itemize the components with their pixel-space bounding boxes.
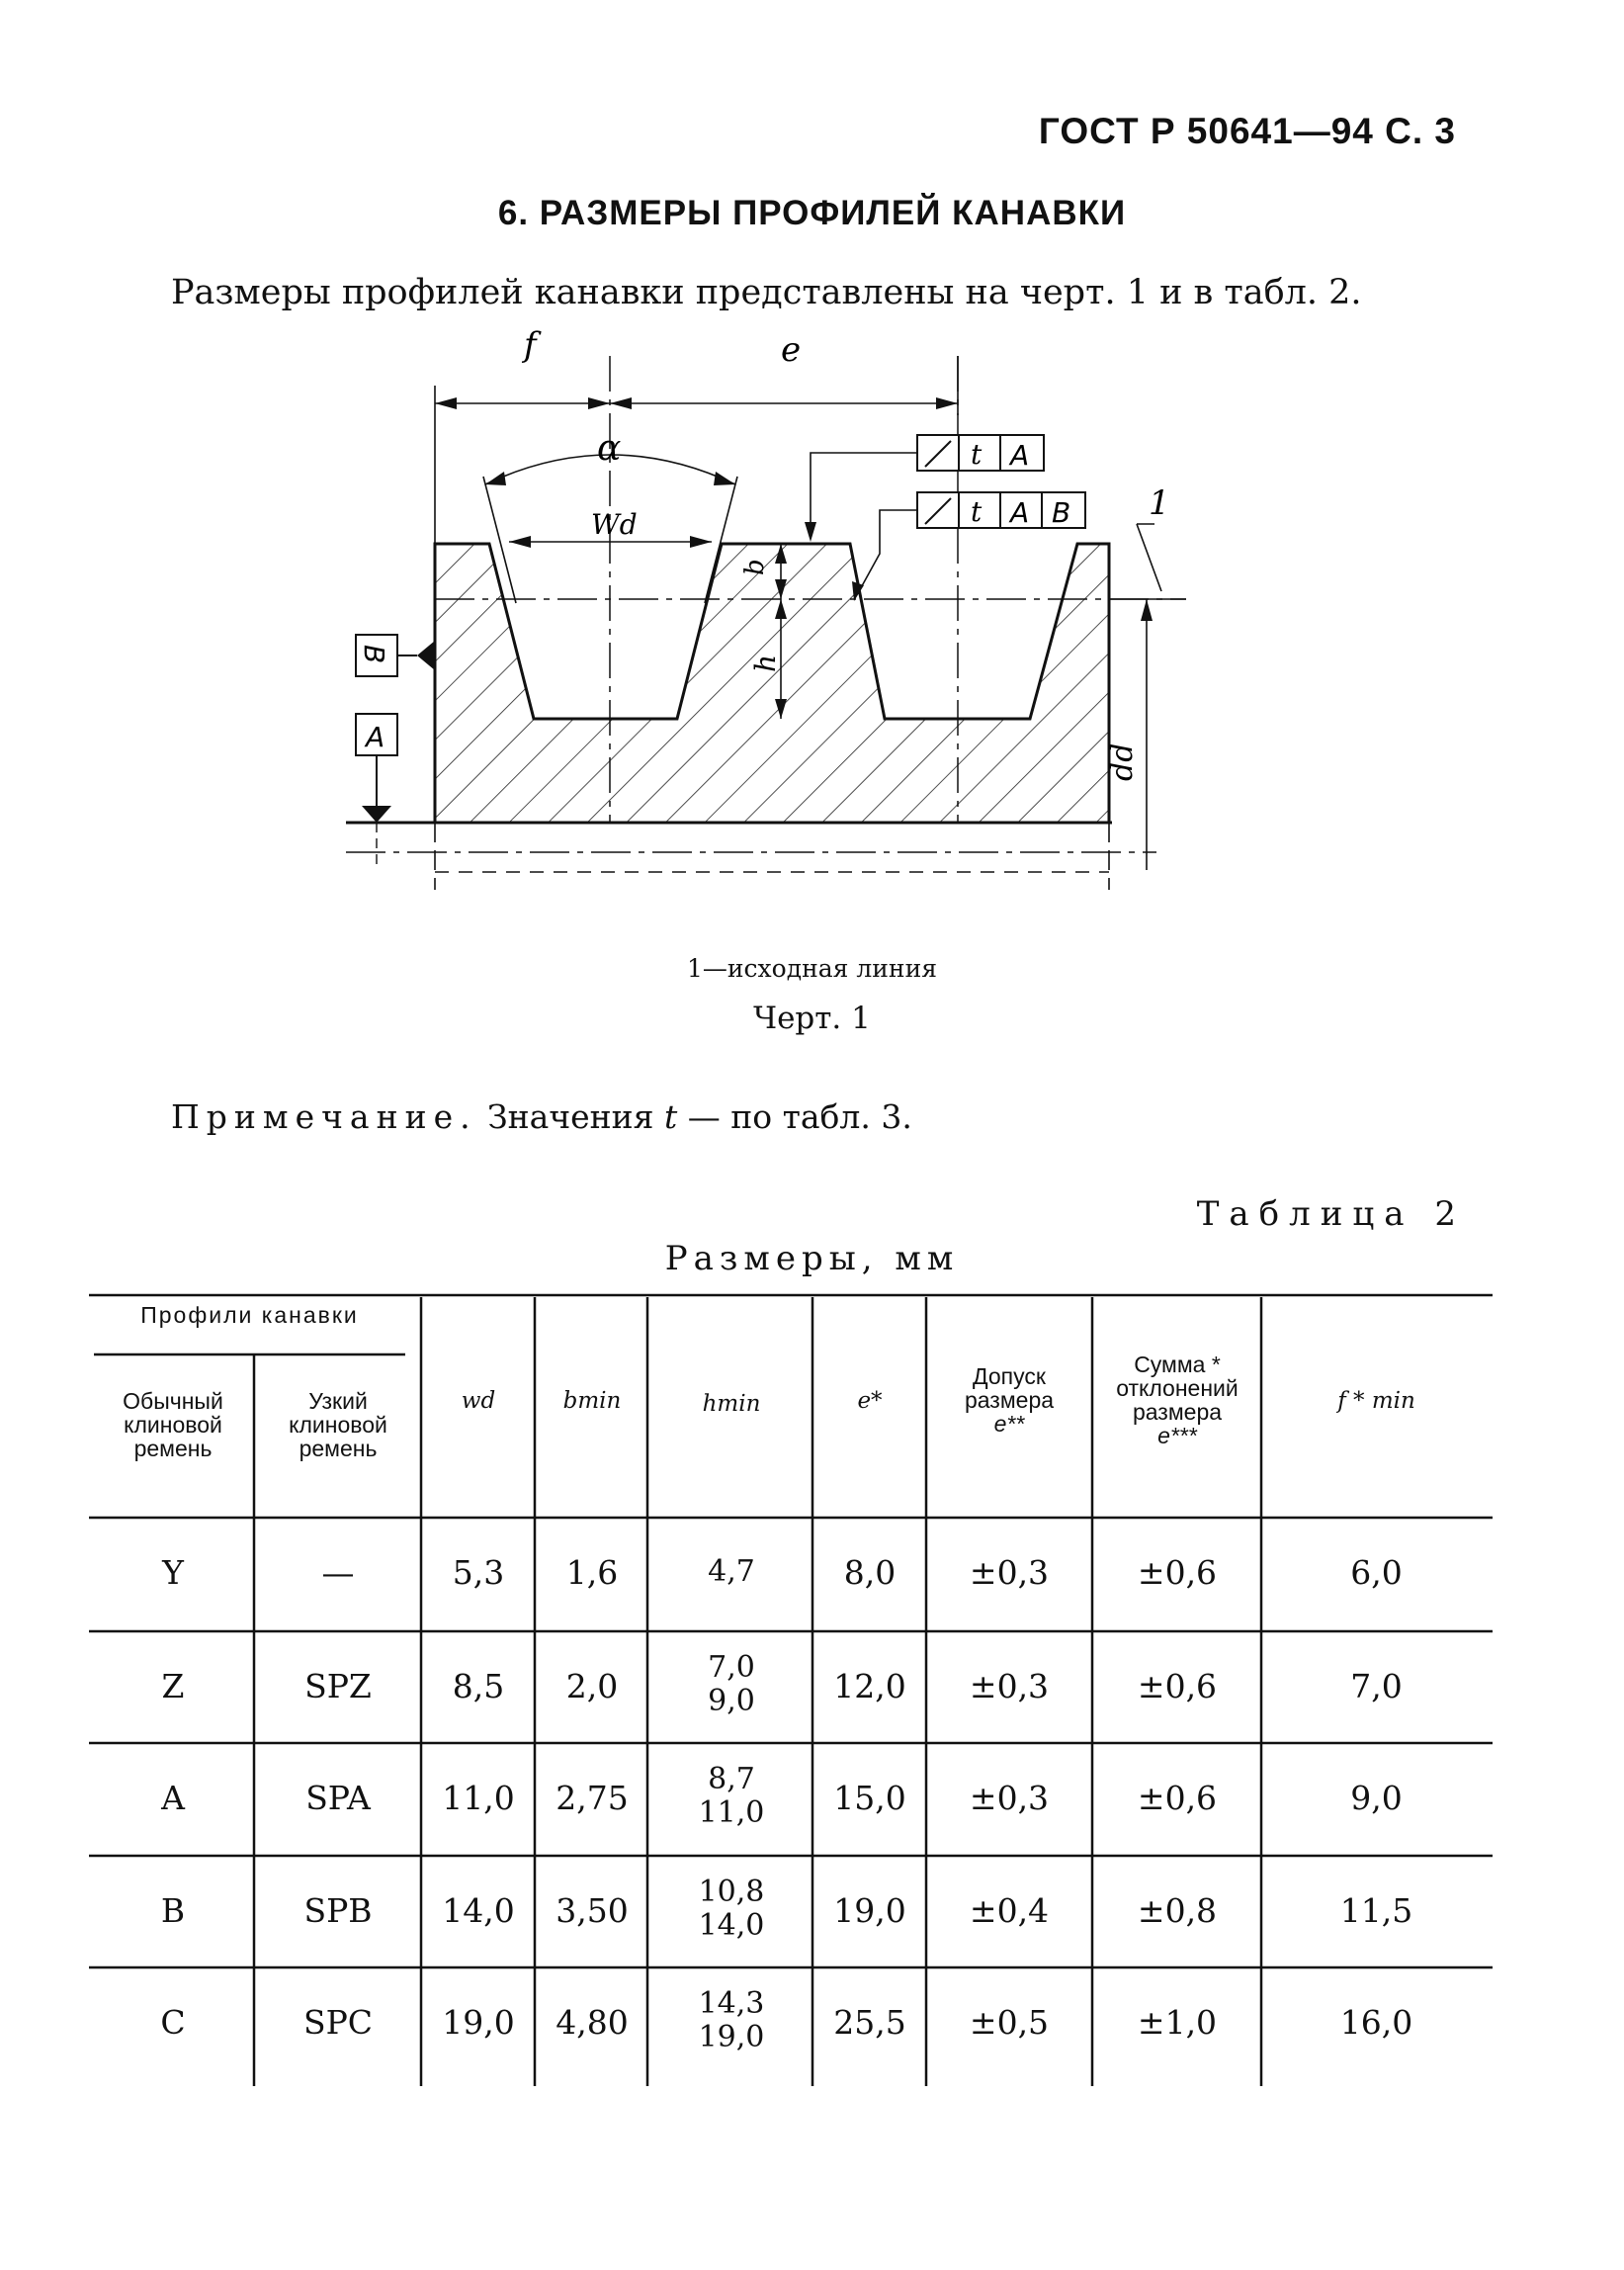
header-e: e*: [857, 1388, 883, 1414]
angle-alpha-label: α: [597, 428, 622, 469]
figure-label: Черт. 1: [753, 1001, 871, 1036]
page-header: ГОСТ Р 50641—94 С. 3: [1038, 111, 1456, 151]
datum-b-label: B: [358, 645, 390, 664]
note-var: t: [664, 1097, 678, 1136]
drawing-caption: 1—исходная линия: [686, 954, 938, 983]
table-label: Таблица 2: [1196, 1194, 1466, 1234]
header-normal-belt: Обычный клиновой ремень: [123, 1388, 223, 1461]
note-word: Примечание.: [171, 1097, 477, 1136]
note-text-before: Значения: [487, 1097, 654, 1136]
header-tolerance: Допуск размера e**: [964, 1363, 1055, 1437]
dim-b-label: b: [740, 559, 770, 575]
dim-wd-label: Wd: [591, 508, 638, 541]
section-title: 6. РАЗМЕРЫ ПРОФИЛЕЙ КАНАВКИ: [497, 194, 1127, 232]
intro-paragraph: Размеры профилей канавки представлены на черт. 1 и в табл. 2.: [171, 273, 1362, 312]
header-sum-deviation: Сумма * отклонений размера e***: [1116, 1352, 1239, 1448]
dim-dd-label: dd: [1105, 742, 1140, 781]
note-text-after: — по табл. 3.: [687, 1097, 912, 1136]
svg-text:t: t: [971, 495, 983, 528]
header-fmin: f * min: [1337, 1388, 1415, 1414]
ref-line-label: 1: [1149, 483, 1170, 523]
svg-text:t: t: [971, 438, 983, 471]
svg-text:A: A: [1010, 439, 1030, 472]
datum-a-label: A: [366, 721, 385, 753]
dim-e-label: e: [781, 330, 802, 370]
svg-text:A: A: [1010, 496, 1030, 529]
dim-h-label: h: [749, 654, 782, 672]
table-caption: Размеры, мм: [664, 1239, 960, 1278]
header-narrow-belt: Узкий клиновой ремень: [289, 1388, 387, 1461]
header-hmin: hmin: [702, 1391, 761, 1417]
header-bmin: bmin: [562, 1388, 622, 1414]
header-profiles: Профили канавки: [140, 1302, 359, 1328]
svg-text:B: B: [1052, 496, 1071, 529]
header-wd: wd: [461, 1388, 496, 1414]
dim-f-label: f: [524, 325, 537, 365]
